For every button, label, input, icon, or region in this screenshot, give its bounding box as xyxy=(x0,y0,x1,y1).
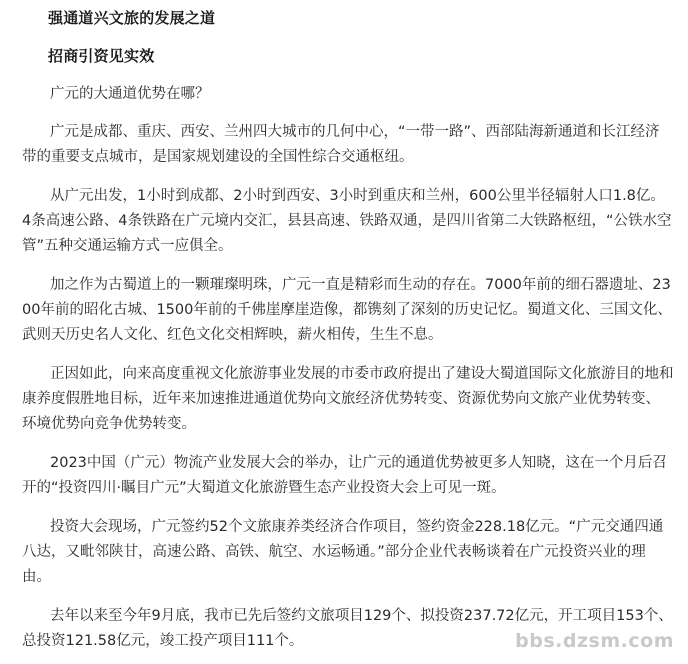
paragraph-hub-city: 广元是成都、重庆、西安、兰州四大城市的几何中心，“一带一路”、西部陆海新通道和长江经济带的重要支点城市，是国家规划建设的全国性综合交通枢纽。 xyxy=(22,124,660,165)
paragraph-transport: 从广元出发，1小时到成都、2小时到西安、3小时到重庆和兰州，600公里半径辐射人口1.8亿。4条高速公路、4条铁路在广元境内交汇，县县高速、铁路双通，是四川省第二大铁路枢纽，“公铁水空管”五种交通运输方式一应俱全。 xyxy=(22,188,672,254)
paragraph-question: 广元的大通道优势在哪？ xyxy=(50,86,210,102)
article xyxy=(22,0,674,654)
paragraph-culture: 加之作为古蜀道上的一颗璀璨明珠，广元一直是精彩而生动的存在。7000年前的细石器遗址、2300年前的昭化古城、1500年前的千佛崖摩崖造像，都镌刻了深刻的历史记忆。蜀道文化、三国文化、武则天历史名人文化、红色文化交相辉映，薪火相传，生生不息。 xyxy=(22,277,672,343)
paragraph-logistics-conference: 2023中国（广元）物流产业发展大会的举办，让广元的通道优势被更多人知晓，这在一个月后召开的“投资四川·瞩目广元”大蜀道文化旅游暨生态产业投资大会上可见一斑。 xyxy=(22,455,667,496)
article-heading-investment: 招商引资见实效 xyxy=(48,47,155,65)
site-watermark: bbs.dzsm.com xyxy=(515,630,674,652)
article-heading-development: 强通道兴文旅的发展之道 xyxy=(48,9,216,27)
paragraph-government-goals: 正因如此，向来高度重视文化旅游事业发展的市委市政府提出了建设大蜀道国际文化旅游目的地和康养度假胜地目标，近年来加速推进通道优势向文旅经济优势转变、资源优势向文旅产业优势转变、环境优势向竞争优势转变。 xyxy=(22,366,674,432)
paragraph-investment-conference: 投资大会现场，广元签约52个文旅康养类经济合作项目，签约资金228.18亿元。“广元交通四通八达，又毗邻陕甘，高速公路、高铁、航空、水运畅通。”部分企业代表畅谈着在广元投资兴业的理由。 xyxy=(22,519,664,585)
paragraph-project-stats: 去年以来至今年9月底，我市已先后签约文旅项目129个、拟投资237.72亿元，开工项目153个、总投资121.58亿元，竣工投产项目111个。 xyxy=(22,608,673,649)
